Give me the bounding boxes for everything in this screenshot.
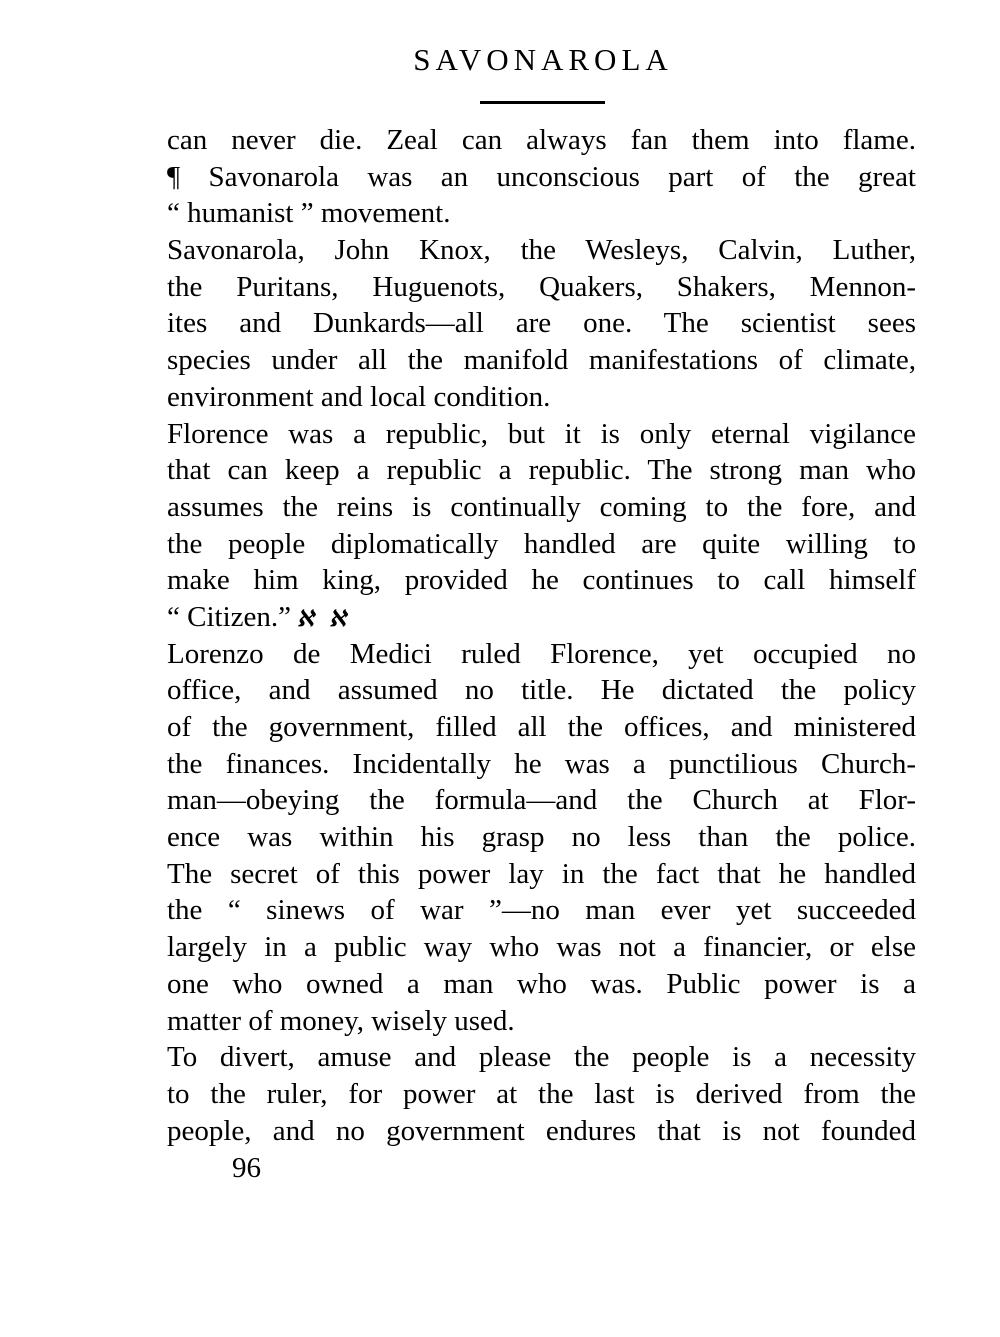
line-text: ence was within his grasp no less than the police. bbox=[167, 821, 916, 854]
line-text: To divert, amuse and please the people is a necessity bbox=[167, 1041, 916, 1074]
text-line bbox=[167, 599, 916, 636]
text-line bbox=[167, 782, 916, 819]
line-text: ites and Dunkards—all are one. The scientist sees bbox=[167, 307, 916, 340]
line-text: people, and no government endures that is not founded bbox=[167, 1114, 916, 1147]
text-line bbox=[167, 232, 916, 269]
text-line bbox=[167, 1039, 916, 1076]
text-line bbox=[167, 562, 916, 599]
text-line bbox=[167, 892, 916, 929]
line-text: environment and local condition. bbox=[167, 380, 551, 413]
text-line bbox=[167, 966, 916, 1003]
line-text: “ humanist ” movement. bbox=[167, 197, 451, 230]
text-line bbox=[167, 819, 916, 856]
text-line bbox=[167, 1076, 916, 1113]
text-line bbox=[167, 159, 916, 196]
line-text: Lorenzo de Medici ruled Florence, yet occupied no bbox=[167, 637, 916, 670]
text-line bbox=[167, 379, 916, 416]
text-line bbox=[167, 452, 916, 489]
text-line bbox=[167, 1113, 916, 1150]
text-line bbox=[167, 1003, 916, 1040]
line-text: of the government, filled all the offices, and ministered bbox=[167, 711, 916, 743]
text-line bbox=[167, 195, 916, 232]
text-line bbox=[167, 305, 916, 342]
text-line bbox=[167, 672, 916, 709]
page-body bbox=[167, 122, 916, 1149]
line-text: “ Citizen.” bbox=[167, 600, 292, 633]
text-line bbox=[167, 856, 916, 893]
line-text: one who owned a man who was. Public power is a bbox=[167, 967, 916, 1000]
line-text: make him king, provided he continues to call himself bbox=[167, 564, 916, 597]
line-text: Savonarola, John Knox, the Wesleys, Calvin, Luther, bbox=[167, 234, 916, 267]
text-line bbox=[167, 416, 916, 453]
line-text: office, and assumed no title. He dictated the policy bbox=[167, 674, 916, 707]
line-text: ¶ Savonarola was an unconscious part of the great bbox=[167, 160, 916, 193]
line-text: the Puritans, Huguenots, Quakers, Shakers, Mennon- bbox=[167, 270, 916, 303]
line-text: The secret of this power lay in the fact that he handled bbox=[167, 857, 916, 890]
line-text: can never die. Zeal can always fan them into flame. bbox=[167, 124, 916, 156]
line-text: the “ sinews of war ”—no man ever yet succeeded bbox=[167, 894, 916, 927]
text-line bbox=[167, 269, 916, 306]
text-line bbox=[167, 489, 916, 526]
line-text: Florence was a republic, but it is only eternal vigilance bbox=[167, 417, 916, 450]
leaf-ornament-icon: ℵ ℵ bbox=[297, 605, 350, 632]
text-line bbox=[167, 929, 916, 966]
line-text: species under all the manifold manifestations of climate, bbox=[167, 344, 916, 377]
line-text: the finances. Incidentally he was a punctilious Church- bbox=[167, 747, 916, 780]
page-number: 96 bbox=[232, 1152, 261, 1184]
text-line bbox=[167, 342, 916, 379]
line-text: that can keep a republic a republic. The strong man who bbox=[167, 454, 916, 487]
line-text: largely in a public way who was not a financier, or else bbox=[167, 931, 916, 964]
line-text: to the ruler, for power at the last is derived from the bbox=[167, 1077, 916, 1110]
text-line bbox=[167, 122, 916, 159]
line-text: man—obeying the formula—and the Church at Flor- bbox=[167, 784, 916, 817]
text-line bbox=[167, 526, 916, 563]
line-text: the people diplomatically handled are quite willing to bbox=[167, 527, 916, 560]
line-text: assumes the reins is continually coming to the fore, and bbox=[167, 490, 916, 523]
text-line bbox=[167, 746, 916, 783]
text-line bbox=[167, 636, 916, 673]
running-header: SAVONAROLA bbox=[413, 42, 673, 77]
text-line bbox=[167, 709, 916, 746]
line-text: matter of money, wisely used. bbox=[167, 1004, 515, 1037]
header-rule bbox=[480, 101, 605, 104]
